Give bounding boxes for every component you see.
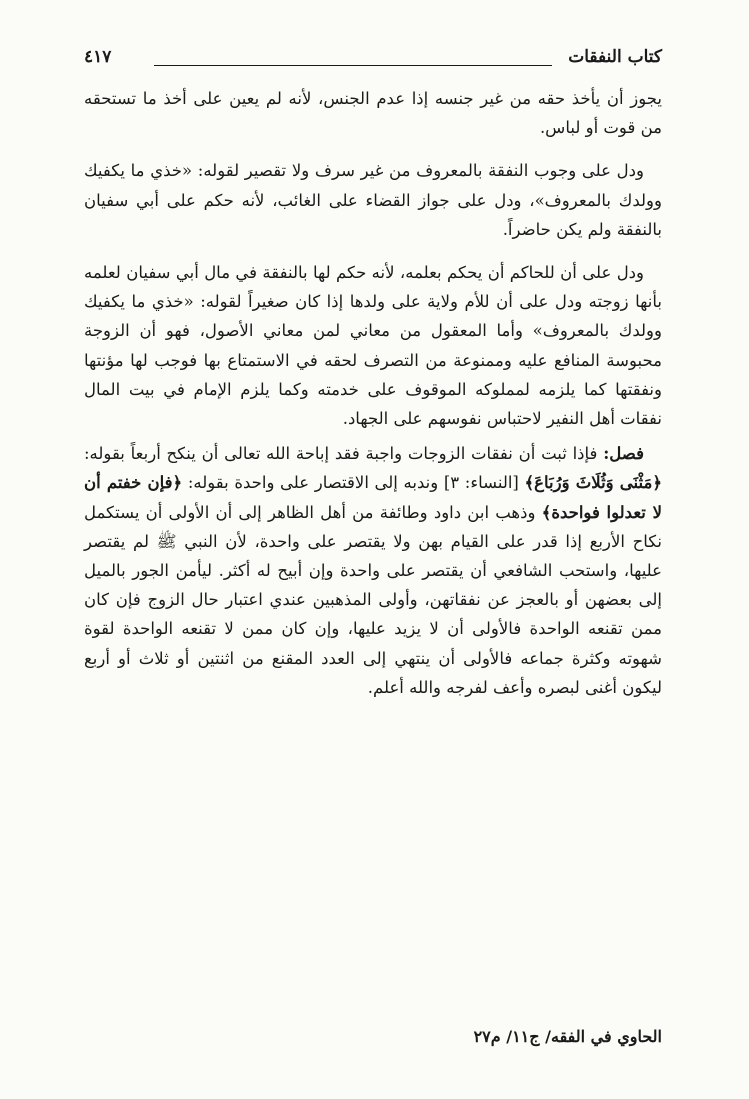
paragraph-1: يجوز أن يأخذ حقه من غير جنسه إذا عدم الجنس، لأنه لم يعين على أخذ ما تستحقه من قوت أو لباس. <box>84 89 662 138</box>
quran-verse-2: ﴿فإن خفتم أن لا تعدلوا فواحدة﴾ <box>84 473 662 522</box>
section-text-3: وذهب ابن داود وطائفة من أهل الظاهر إلى أن الأولى أن يستكمل نكاح الأربع إذا قدر على القيام بهن ولا يقتصر على واحدة، لأن النبي ﷺ لم يقتصر عليها، واستحب الشافعي أن يقتصر على واحدة وإن أبيح له أكثر. ليأمن الجور بالميل إلى بعضهن أو بالعجز عن نفقاتهن، وأولى المذهبين عندي اعتبار حال الزوج فإن كان ممن تقنعه الواحدة فالأولى أن لا يزيد عليها، وإن كان ممن لا تقنعه الواحدة لقوة شهوته وكثرة جماعه فالأولى أن ينتهي إلى العدد المقنع من اثنتين أو ثلاث أو أربع ليكون أغنى لبصره وأعف لفرجه والله أعلم. <box>84 502 662 697</box>
section-text-2: [النساء: ٣] وندبه إلى الاقتصار على واحدة بقوله: <box>182 473 525 493</box>
section-text-1: فإذا ثبت أن نفقات الزوجات واجبة فقد إباحة الله تعالى أن ينكح أربعاً بقوله: <box>84 444 604 464</box>
paragraph-section <box>84 439 662 702</box>
paragraph-3: ودل على أن للحاكم أن يحكم بعلمه، لأنه حكم لها بالنفقة في مال أبي سفيان لعلمه بأنها زوجته ودل على أن للأم ولاية على ولدها إذا كان صغيراً لقوله: «خذي ما يكفيك وولدك بالمعروف» وأما المعقول من معاني لمن معاني الأصول، فهو أن الزوجة محبوسة المنافع عليه وممنوعة من التصرف لحقه في الاستمتاع بها فوجب لها مؤنتها ونفقتها كما يلزمه لمملوكه الموقوف على خدمته وكما يلزم الإمام في بيت المال نفقات أهل النفير لاحتباس نفوسهم على الجهاد. <box>84 263 662 429</box>
book-title: كتاب النفقات <box>568 47 662 67</box>
section-label: فصل: <box>603 444 644 464</box>
page-body <box>84 84 662 716</box>
header-rule <box>154 65 552 66</box>
paragraph-2: ودل على وجوب النفقة بالمعروف من غير سرف ولا تقصير لقوله: «خذي ما يكفيك وولدك بالمعروف»، ودل على جواز القضاء على الغائب، لأنه حكم على أبي سفيان بالنفقة ولم يكن حاضراً. <box>84 161 662 239</box>
page-header <box>84 46 662 72</box>
volume-reference: الحاوي في الفقه/ ج١١/ م٢٧ <box>473 1027 662 1046</box>
quran-verse-1: ﴿مَثْنَى وَثُلَاثَ وَرُبَاعَ﴾ <box>524 473 662 493</box>
page-number: ٤١٧ <box>84 47 112 67</box>
